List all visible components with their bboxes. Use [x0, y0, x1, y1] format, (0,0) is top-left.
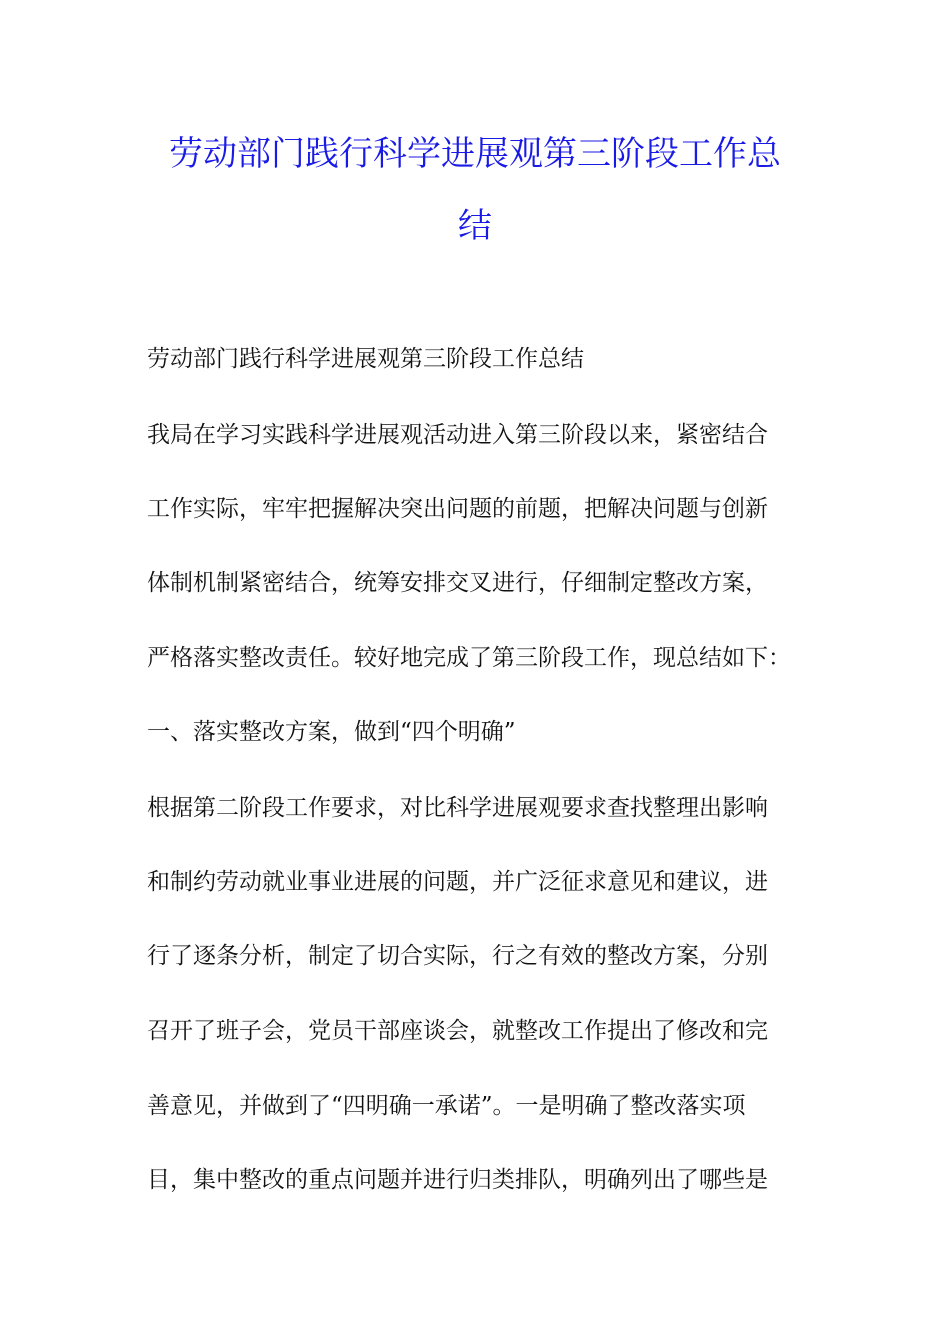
body-line: 召开了班子会，党员干部座谈会，就整改工作提出了修改和完 — [147, 1018, 768, 1044]
body-line: 严格落实整改责任。较好地完成了第三阶段工作，现总结如下： — [147, 645, 791, 671]
document-title-line-1: 劳动部门践行科学进展观第三阶段工作总 — [169, 134, 781, 174]
section-heading: 一、落实整改方案，做到“四个明确” — [147, 719, 516, 745]
body-line: 行了逐条分析，制定了切合实际，行之有效的整改方案，分别 — [147, 943, 768, 969]
body-line: 我局在学习实践科学进展观活动进入第三阶段以来，紧密结合 — [147, 422, 768, 448]
body-line: 善意见，并做到了“四明确一承诺”。一是明确了整改落实项 — [147, 1093, 746, 1119]
document-title-line-2: 结 — [458, 206, 492, 246]
body-line: 和制约劳动就业事业进展的问题，并广泛征求意见和建议，进 — [147, 869, 768, 895]
body-line: 体制机制紧密结合，统筹安排交叉进行，仔细制定整改方案， — [147, 570, 768, 596]
body-line: 根据第二阶段工作要求，对比科学进展观要求查找整理出影响 — [147, 795, 768, 821]
body-line: 工作实际，牢牢把握解决突出问题的前题，把解决问题与创新 — [147, 496, 768, 522]
subtitle-line: 劳动部门践行科学进展观第三阶段工作总结 — [147, 346, 584, 372]
body-line: 目，集中整改的重点问题并进行归类排队，明确列出了哪些是 — [147, 1167, 768, 1193]
